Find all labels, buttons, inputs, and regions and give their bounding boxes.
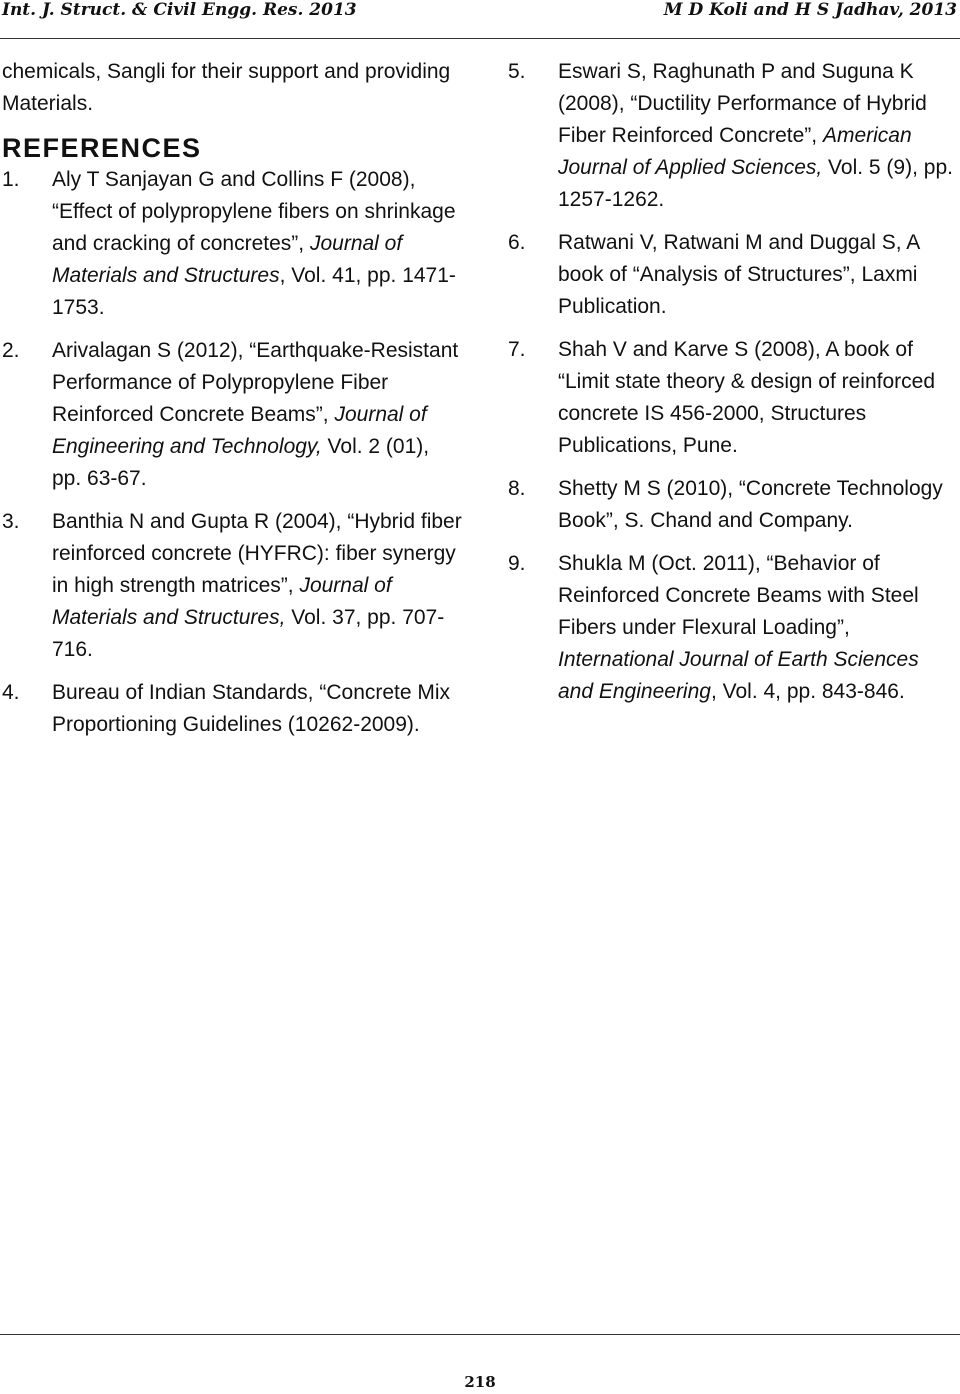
reference-text: Shetty M S (2010), “Concrete Technology Book”, S. Chand and Company. <box>558 477 943 532</box>
reference-list-right <box>508 56 958 708</box>
reference-number: 9. <box>508 552 526 575</box>
reference-item <box>508 56 958 216</box>
left-column <box>2 56 462 752</box>
reference-text: Banthia N and Gupta R (2004), “Hybrid fiber reinforced concrete (HYFRC): fiber synergy in high strength matrices”, Journal of Materials and Structures, Vol. 37, pp. 707-716. <box>52 510 462 661</box>
page-number: 218 <box>464 1373 496 1391</box>
reference-number: 6. <box>508 231 526 254</box>
author-line: M D Koli and H S Jadhav, 2013 <box>663 0 957 20</box>
reference-number: 4. <box>2 681 20 704</box>
reference-item <box>508 334 958 462</box>
reference-number: 5. <box>508 60 526 83</box>
journal-name: American Journal of Applied Sciences, <box>558 124 912 179</box>
reference-number: 3. <box>2 510 20 533</box>
reference-item <box>508 227 958 323</box>
reference-text: Bureau of Indian Standards, “Concrete Mix Proportioning Guidelines (10262-2009). <box>52 681 451 736</box>
reference-text: Arivalagan S (2012), “Earthquake-Resistant Performance of Polypropylene Fiber Reinforced Concrete Beams”, Journal of Engineering and Technology, Vol. 2 (01), pp. 63-67. <box>52 339 459 490</box>
references-heading: REFERENCES <box>2 133 202 163</box>
acknowledgement-text: chemicals, Sangli for their support and providing Materials. <box>2 60 451 115</box>
reference-item <box>508 473 958 537</box>
running-header <box>0 0 960 26</box>
journal-name: Journal of Engineering and Technology, <box>52 403 427 458</box>
reference-text: Shah V and Karve S (2008), A book of “Limit state theory & design of reinforced concrete IS 456-2000, Structures Publications, Pune. <box>558 338 936 457</box>
header-rule <box>0 38 960 39</box>
right-column <box>508 56 958 719</box>
reference-item <box>2 335 462 495</box>
footer-rule <box>0 1334 960 1335</box>
journal-name: Journal of Materials and Structures, <box>52 574 392 629</box>
journal-title: Int. J. Struct. & Civil Engg. Res. 2013 <box>2 0 357 20</box>
reference-item <box>2 677 462 741</box>
reference-text: Eswari S, Raghunath P and Suguna K (2008), “Ductility Performance of Hybrid Fiber Reinforced Concrete”, American Journal of Applied Sciences, Vol. 5 (9), pp. 1257-1262. <box>558 60 953 211</box>
reference-item <box>2 164 462 324</box>
reference-item <box>2 506 462 666</box>
reference-number: 8. <box>508 477 526 500</box>
reference-number: 2. <box>2 339 20 362</box>
reference-text: Shukla M (Oct. 2011), “Behavior of Reinforced Concrete Beams with Steel Fibers under Flexural Loading”, International Journal of Earth Sciences and Engineering, Vol. 4, pp. 843-846. <box>558 552 919 703</box>
journal-name: Journal of Materials and Structures <box>52 232 403 287</box>
reference-list-left <box>2 164 462 741</box>
reference-text: Ratwani V, Ratwani M and Duggal S, A book of “Analysis of Structures”, Laxmi Publication. <box>558 231 920 318</box>
reference-number: 7. <box>508 338 526 361</box>
reference-text: Aly T Sanjayan G and Collins F (2008), “Effect of polypropylene fibers on shrinkage and cracking of concretes”, Journal of Materials and Structures, Vol. 41, pp. 1471-1753. <box>52 168 456 319</box>
reference-item <box>508 548 958 708</box>
journal-name: International Journal of Earth Sciences and Engineering <box>558 648 919 703</box>
reference-number: 1. <box>2 168 20 191</box>
